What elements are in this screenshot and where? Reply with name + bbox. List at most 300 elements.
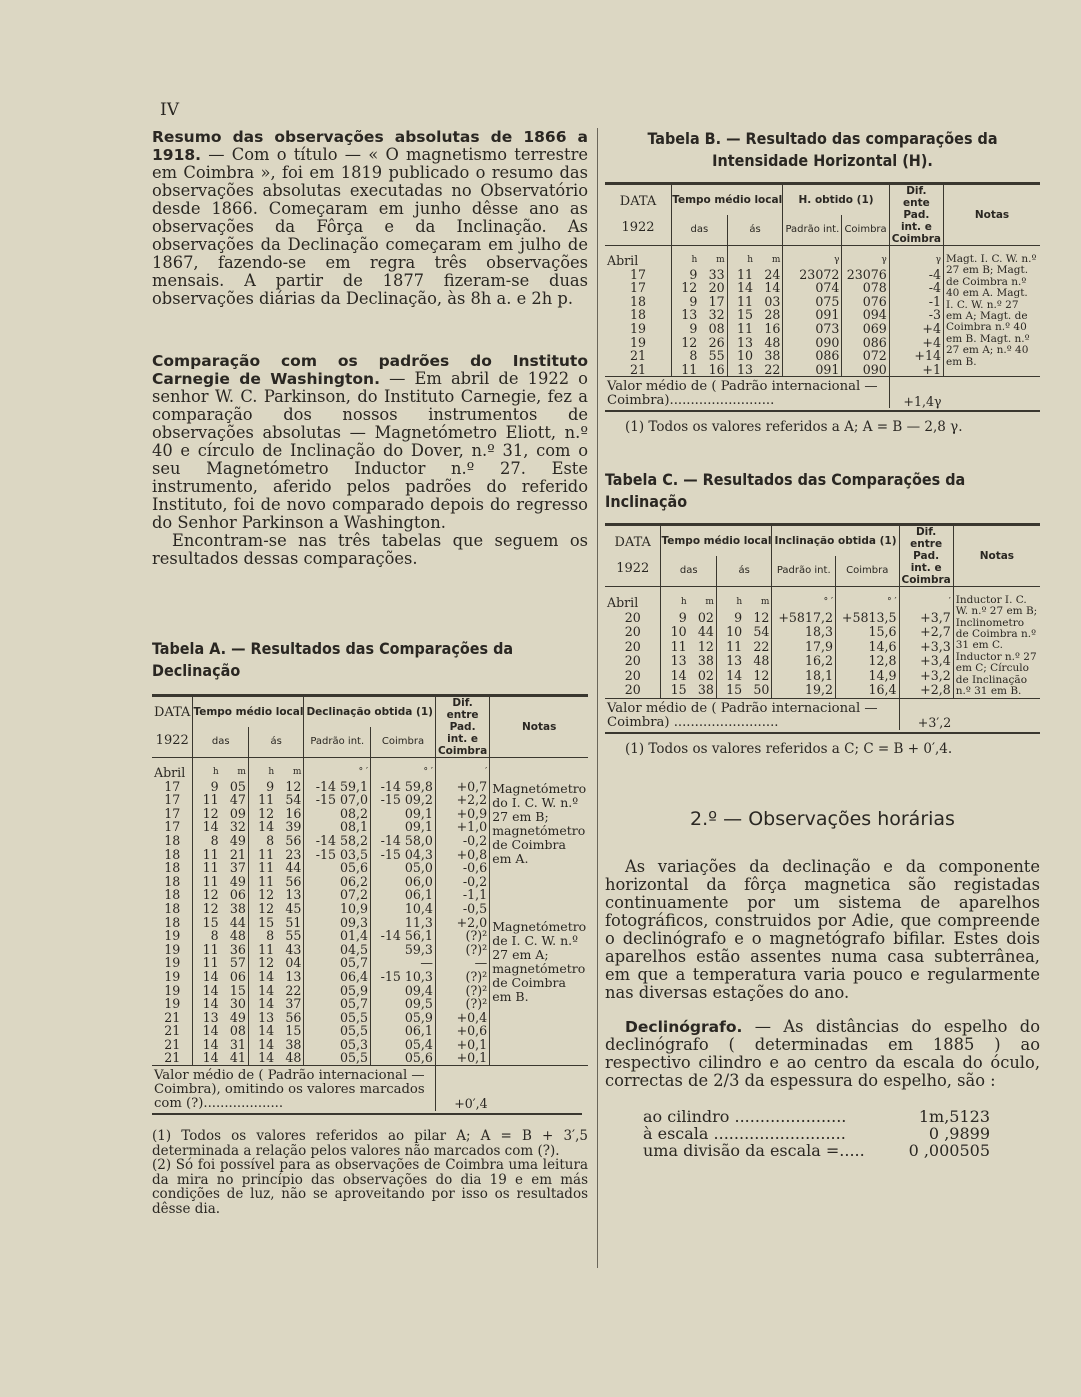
cell: +0,8 (435, 848, 489, 862)
unit-label: ° ′ (772, 586, 836, 610)
cell: 05,7 (304, 956, 371, 970)
cell: 39 (285, 819, 302, 835)
cell: 19 (164, 968, 181, 984)
cell: 14 (193, 820, 221, 834)
cell: 05,7 (304, 997, 371, 1011)
cell: 38 (285, 1036, 302, 1052)
cell: 14 (193, 997, 221, 1011)
cell: 9 (193, 780, 221, 794)
cell: 56 (285, 873, 302, 889)
cell: -0,6 (435, 861, 489, 875)
cell: +3,7 (899, 610, 953, 625)
cell: 08 (708, 320, 725, 336)
table-a-title: Tabela A. — Resultados das Comparações da Declinação (152, 639, 514, 680)
cell: 12 (672, 281, 700, 295)
cell: 04,5 (304, 943, 371, 957)
cell: 9 (672, 268, 700, 282)
paragraph-heading: Comparação com os padrões do Instituto Carnegie de Washington. (152, 352, 588, 388)
unit-label: m (237, 767, 246, 777)
cell: 05,5 (304, 1024, 371, 1038)
cell: 06,0 (371, 875, 436, 889)
cell: 9 (248, 780, 276, 794)
cell: 36 (229, 941, 246, 957)
cell: 14 (248, 984, 276, 998)
footnote-b: (1) Todos os valores referidos a A; A = B — 2,8 γ. (625, 419, 963, 436)
unit-label: h (193, 758, 221, 780)
cell: 20 (624, 624, 641, 640)
cell: 18 (164, 832, 181, 848)
cell: 090 (842, 363, 889, 377)
cell: 23076 (842, 268, 889, 282)
cell: 21 (164, 1009, 181, 1025)
cell: 15 (285, 1023, 302, 1039)
cell: +5817,2 (772, 610, 836, 625)
cell: 9 (661, 610, 689, 625)
cell: 17,9 (772, 639, 836, 654)
cell: 12 (753, 667, 770, 683)
cell: 14 (248, 820, 276, 834)
col-header-as: ás (248, 727, 304, 757)
cell: 14 (193, 1051, 221, 1065)
cell: (?)² (435, 984, 489, 998)
cell: 13 (285, 887, 302, 903)
cell: 11 (193, 943, 221, 957)
cell: 04 (285, 955, 302, 971)
cell: -15 10,3 (371, 970, 436, 984)
cell: 33 (708, 266, 725, 282)
cell: 32 (708, 307, 725, 323)
cell: 05,0 (371, 861, 436, 875)
cell: 24 (764, 266, 781, 282)
cell: 11 (248, 875, 276, 889)
cell: 08 (229, 1023, 246, 1039)
cell: 11 (193, 956, 221, 970)
cell: 06 (229, 887, 246, 903)
cell: 8 (672, 349, 700, 363)
units-row (605, 586, 1040, 610)
page-number: IV (160, 100, 179, 120)
cell: 18 (164, 887, 181, 903)
unit-label: m (760, 596, 770, 607)
cell: -15 04,3 (371, 848, 436, 862)
cell: 076 (842, 295, 889, 309)
cell: 9 (672, 322, 700, 336)
cell: 06,4 (304, 970, 371, 984)
units-row (152, 758, 588, 780)
cell: 069 (842, 322, 889, 336)
cell: 20 (624, 653, 641, 669)
cell: 19 (164, 941, 181, 957)
mean-value: +0′,4 (435, 1066, 489, 1112)
cell: 13 (727, 336, 755, 350)
mean-value: +1,4γ (889, 377, 943, 409)
cell: 48 (753, 653, 770, 669)
col-header-year: 1922 (155, 733, 189, 748)
col-header-das: das (193, 727, 248, 757)
distance-value: 0 ,000505 (908, 1141, 990, 1160)
cell: 21 (164, 1023, 181, 1039)
cell: 38 (697, 653, 714, 669)
col-header-dif: Dif. ente Pad. int. e Coimbra (889, 184, 943, 246)
cell: 18,3 (772, 625, 836, 640)
cell: 38 (697, 682, 714, 698)
mean-label: Valor médio de ( Padrão internacional — Coimbra) ......................... (607, 700, 878, 730)
unit-label: h (248, 758, 276, 780)
cell: 06 (229, 968, 246, 984)
cell: 13 (248, 1011, 276, 1025)
cell: 08,1 (304, 820, 371, 834)
cell: 43 (285, 941, 302, 957)
cell: -1 (889, 295, 943, 309)
cell: -4 (889, 281, 943, 295)
col-header-coimbra: Coimbra (842, 215, 889, 245)
distance-row (643, 1108, 990, 1125)
cell: 09 (229, 805, 246, 821)
unit-label: h (661, 586, 689, 610)
cell: -15 07,0 (304, 793, 371, 807)
cell: 13 (727, 363, 755, 377)
footnote-1: (1) Todos os valores referidos ao pilar A; A = B + 3′,5 determinada a relação pelos valores não marcados com (?). (152, 1128, 588, 1159)
cell: 11 (716, 639, 744, 654)
right-column (605, 128, 1040, 1159)
cell: 10,4 (371, 902, 436, 916)
cell: 12 (697, 638, 714, 654)
unit-label: m (705, 596, 714, 607)
cell: +1,0 (435, 820, 489, 834)
cell: 19 (164, 982, 181, 998)
cell: 21 (164, 1036, 181, 1052)
cell: 17 (629, 280, 647, 296)
notes-text: Magnetómetro de I. C. W. n.º 27 em A; magnetómetro de Coimbra em B. (492, 919, 587, 1004)
cell: 17 (708, 293, 725, 309)
col-header-padrao: Padrão int. (783, 215, 842, 245)
cell: 49 (229, 832, 246, 848)
cell: 11 (248, 848, 276, 862)
cell: 48 (229, 928, 246, 944)
cell: 17 (629, 266, 647, 282)
cell: 28 (764, 307, 781, 323)
cell: 18 (629, 307, 647, 323)
col-header-year: 1922 (621, 220, 655, 235)
cell: 11 (727, 295, 755, 309)
cell: 49 (229, 873, 246, 889)
cell: 05,5 (304, 1051, 371, 1065)
cell: 54 (285, 792, 302, 808)
unit-label: γ (783, 246, 842, 268)
cell: 45 (285, 900, 302, 916)
cell: 11 (248, 793, 276, 807)
cell: 05,9 (371, 1011, 436, 1025)
col-header-as: ás (727, 215, 783, 245)
cell: (?)² (435, 970, 489, 984)
cell: — (435, 956, 489, 970)
cell: 18 (164, 914, 181, 930)
cell: 26 (708, 334, 725, 350)
unit-label: h (716, 586, 744, 610)
paragraph-heading: Declinógrafo. (625, 1018, 743, 1036)
cell: 11 (193, 861, 221, 875)
cell: 09,1 (371, 820, 436, 834)
cell: 32 (229, 819, 246, 835)
cell: 14 (193, 970, 221, 984)
cell: 094 (842, 308, 889, 322)
cell: -15 09,2 (371, 793, 436, 807)
notes-cell (953, 586, 1040, 698)
cell: 15,6 (835, 625, 899, 640)
table-b (605, 182, 1040, 408)
cell: +3,2 (899, 668, 953, 683)
cell: 14 (764, 280, 781, 296)
distance-value: 1m,5123 (918, 1107, 990, 1126)
cell: 06,2 (304, 875, 371, 889)
cell: 13 (672, 308, 700, 322)
paragraph-encontram: Encontram-se nas três tabelas que seguem os resultados dessas comparações. (152, 531, 588, 568)
cell: 19,2 (772, 683, 836, 698)
cell: 8 (193, 929, 221, 943)
cell: 15 (248, 916, 276, 930)
cell: 11 (727, 268, 755, 282)
cell: 12 (193, 807, 221, 821)
mean-label: Valor médio de ( Padrão internacional — Coimbra), omitindo os valores marcados com (?)................... (154, 1068, 425, 1112)
cell: +2,2 (435, 793, 489, 807)
cell: 09,3 (304, 916, 371, 930)
cell: 09,5 (371, 997, 436, 1011)
cell: +4 (889, 322, 943, 336)
cell: 12 (753, 609, 770, 625)
cell: 11 (193, 848, 221, 862)
cell: 11 (248, 943, 276, 957)
cell: 09,1 (371, 807, 436, 821)
col-header-notas: Notas (490, 696, 589, 758)
cell: 57 (229, 955, 246, 971)
cell: 01,4 (304, 929, 371, 943)
distance-label: uma divisão da escala =..... (643, 1141, 865, 1160)
cell: 17 (164, 805, 181, 821)
cell: 03 (764, 293, 781, 309)
col-header-notas: Notas (953, 524, 1040, 586)
cell: 50 (753, 682, 770, 698)
cell: 10 (661, 625, 689, 640)
cell: 05,6 (371, 1051, 436, 1065)
cell: 20 (624, 682, 641, 698)
cell: 08,2 (304, 807, 371, 821)
col-header-das: das (672, 215, 728, 245)
cell: (?)² (435, 943, 489, 957)
cell: -0,2 (435, 834, 489, 848)
distance-list (643, 1108, 990, 1159)
col-header-as: ás (716, 556, 772, 586)
cell: 20 (708, 280, 725, 296)
cell: 10 (727, 349, 755, 363)
col-header-data: DATA (619, 194, 657, 209)
cell: 21 (164, 1050, 181, 1066)
cell: 19 (164, 996, 181, 1012)
cell: 56 (285, 1009, 302, 1025)
col-header-padrao: Padrão int. (772, 556, 836, 586)
cell: 05,3 (304, 1038, 371, 1052)
cell: 10 (716, 625, 744, 640)
col-header-tempo: Tempo médio local (661, 524, 772, 556)
cell: 11 (193, 793, 221, 807)
cell: 38 (764, 348, 781, 364)
cell: +3,4 (899, 654, 953, 669)
cell: 56 (285, 832, 302, 848)
cell: 13 (716, 654, 744, 669)
cell: 12 (248, 956, 276, 970)
table-c-title: Tabela C. — Resultados das Comparações da Inclinação (605, 469, 966, 511)
unit-label: ° ′ (304, 758, 371, 780)
col-header-tempo: Tempo médio local (672, 184, 783, 216)
cell: 15 (661, 683, 689, 698)
cell: 22 (753, 638, 770, 654)
cell: 37 (229, 860, 246, 876)
footnote-2: (2) Só foi possível para as observações de Coimbra uma leitura da mira no princípio das observações do dia 19 e em más condições de luz, não se aproveitando por isso os resultados dêsse dia. (152, 1157, 588, 1217)
mean-value: +3′,2 (899, 698, 953, 730)
col-header-data: DATA (614, 534, 651, 550)
col-header-dif: Dif. entre Pad. int. e Coimbra (435, 696, 489, 758)
cell: 18 (164, 900, 181, 916)
cell: 091 (783, 308, 842, 322)
cell: 16,2 (772, 654, 836, 669)
cell: 14 (248, 970, 276, 984)
cell: 18 (164, 860, 181, 876)
col-header-notas: Notas (944, 184, 1041, 246)
cell: 14 (661, 668, 689, 683)
cell: 086 (842, 336, 889, 350)
cell: 14 (248, 1051, 276, 1065)
units-row (605, 246, 1040, 268)
cell: 44 (697, 624, 714, 640)
paragraph-heading: Resumo das observações absolutas de 1866 a 1918. (152, 128, 588, 164)
cell: 13 (661, 654, 689, 669)
cell: 9 (716, 610, 744, 625)
cell: 078 (842, 281, 889, 295)
cell: 12 (193, 888, 221, 902)
unit-label: h (727, 246, 755, 268)
cell: 14,9 (835, 668, 899, 683)
cell: 16 (285, 805, 302, 821)
cell: 11 (193, 875, 221, 889)
distance-value: 0 ,9899 (928, 1124, 990, 1143)
paragraph-variacoes: As variações da declinação e da componente horizontal da fôrça magnetica são registadas continuamente por um sistema de aparelhos fotográficos, construidos por Adie, que compreende o declinógrafo e o magnetógrafo bifilar. Estes dois aparelhos estão assentes numa casa subterrânea, em que a temperatura varia pouco e regularmente nas diversas estações do ano. (605, 857, 1040, 1002)
cell: 16,4 (835, 683, 899, 698)
cell: 17 (164, 792, 181, 808)
cell: 075 (783, 295, 842, 309)
cell: 23072 (783, 268, 842, 282)
cell: -14 56,1 (371, 929, 436, 943)
distance-row (643, 1125, 990, 1142)
cell: 44 (285, 860, 302, 876)
cell: 21 (629, 361, 647, 377)
cell: 02 (697, 609, 714, 625)
cell: 10,9 (304, 902, 371, 916)
cell: 49 (229, 1009, 246, 1025)
cell: 17 (164, 819, 181, 835)
cell: 06,1 (371, 1024, 436, 1038)
cell: 14 (193, 1024, 221, 1038)
unit-label: γ (889, 246, 943, 268)
cell: 086 (783, 349, 842, 363)
cell: +14 (889, 349, 943, 363)
col-header-coimbra: Coimbra (371, 727, 436, 757)
cell: 44 (229, 914, 246, 930)
distance-label: à escala .......................... (643, 1124, 846, 1143)
cell: 18 (164, 873, 181, 889)
cell: -3 (889, 308, 943, 322)
cell: 41 (229, 1050, 246, 1066)
table-c (605, 523, 1040, 730)
table-a (152, 694, 588, 1111)
table-b-title: Tabela B. — Resultado das comparações da Intensidade Horizontal (H). (647, 129, 998, 170)
col-header-dif: Dif. entre Pad. int. e Coimbra (899, 524, 953, 586)
cell: 074 (783, 281, 842, 295)
distance-label: ao cilindro ...................... (643, 1107, 847, 1126)
cell: 14 (716, 668, 744, 683)
cell: 16 (708, 361, 725, 377)
cell: +0,4 (435, 1011, 489, 1025)
cell: 14 (727, 281, 755, 295)
cell: 09,4 (371, 984, 436, 998)
cell: 9 (672, 295, 700, 309)
unit-label: h (672, 246, 700, 268)
cell: -14 58,2 (304, 834, 371, 848)
cell: 12 (248, 888, 276, 902)
unit-label: m (716, 255, 725, 265)
cell: 12 (248, 902, 276, 916)
cell: +4 (889, 336, 943, 350)
cell: 17 (164, 778, 181, 794)
mean-label: Valor médio de ( Padrão internacional — Coimbra)......................... (607, 379, 878, 409)
cell: 16 (764, 320, 781, 336)
cell: 8 (248, 834, 276, 848)
cell: +2,0 (435, 916, 489, 930)
cell: 22 (764, 361, 781, 377)
cell: 18,1 (772, 668, 836, 683)
unit-label: m (771, 255, 781, 265)
cell: 15 (229, 982, 246, 998)
cell: 11,3 (371, 916, 436, 930)
cell: +0,7 (435, 780, 489, 794)
cell: 14 (193, 1038, 221, 1052)
notes-cell (944, 246, 1041, 377)
cell: 072 (842, 349, 889, 363)
col-header-das: das (661, 556, 716, 586)
cell: 12 (285, 778, 302, 794)
cell: 12,8 (835, 654, 899, 669)
cell: 38 (229, 900, 246, 916)
cell: 18 (629, 293, 647, 309)
cell: 073 (783, 322, 842, 336)
unit-label: ′ (899, 586, 953, 610)
cell: +1 (889, 363, 943, 377)
cell: (?)² (435, 997, 489, 1011)
paragraph-text: — As distâncias do espelho do declinógrafo ( determinadas em 1885 ) ao respectivo cilindro e ao centro da escala do óculo, correctas de 2/3 da espessura do espelho, são : (605, 1017, 1040, 1090)
cell: -0,2 (435, 875, 489, 889)
month-label: Abril (607, 253, 639, 268)
cell: 14 (248, 1024, 276, 1038)
cell: 11 (672, 363, 700, 377)
paragraph-text: — Em abril de 1922 o senhor W. C. Parkinson, do Instituto Carnegie, fez a comparação dos nossos instrumentos de observações absolutas — Magnetómetro Eliott, n.º 40 e círculo de Inclinação do Dover, n.º 31, com o seu Magnetómetro Inductor n.º 27. Este instrumento, aferido pelos padrões do referido Instituto, foi de novo comparado depois do regresso do Senhor Parkinson a Washington. (152, 369, 588, 532)
cell: 20 (624, 667, 641, 683)
unit-label: m (292, 767, 302, 777)
month-label: Abril (154, 765, 186, 780)
cell: 14 (248, 997, 276, 1011)
cell: 14 (193, 984, 221, 998)
cell: 31 (229, 1036, 246, 1052)
cell: 55 (285, 928, 302, 944)
cell: — (371, 956, 436, 970)
cell: 15 (193, 916, 221, 930)
